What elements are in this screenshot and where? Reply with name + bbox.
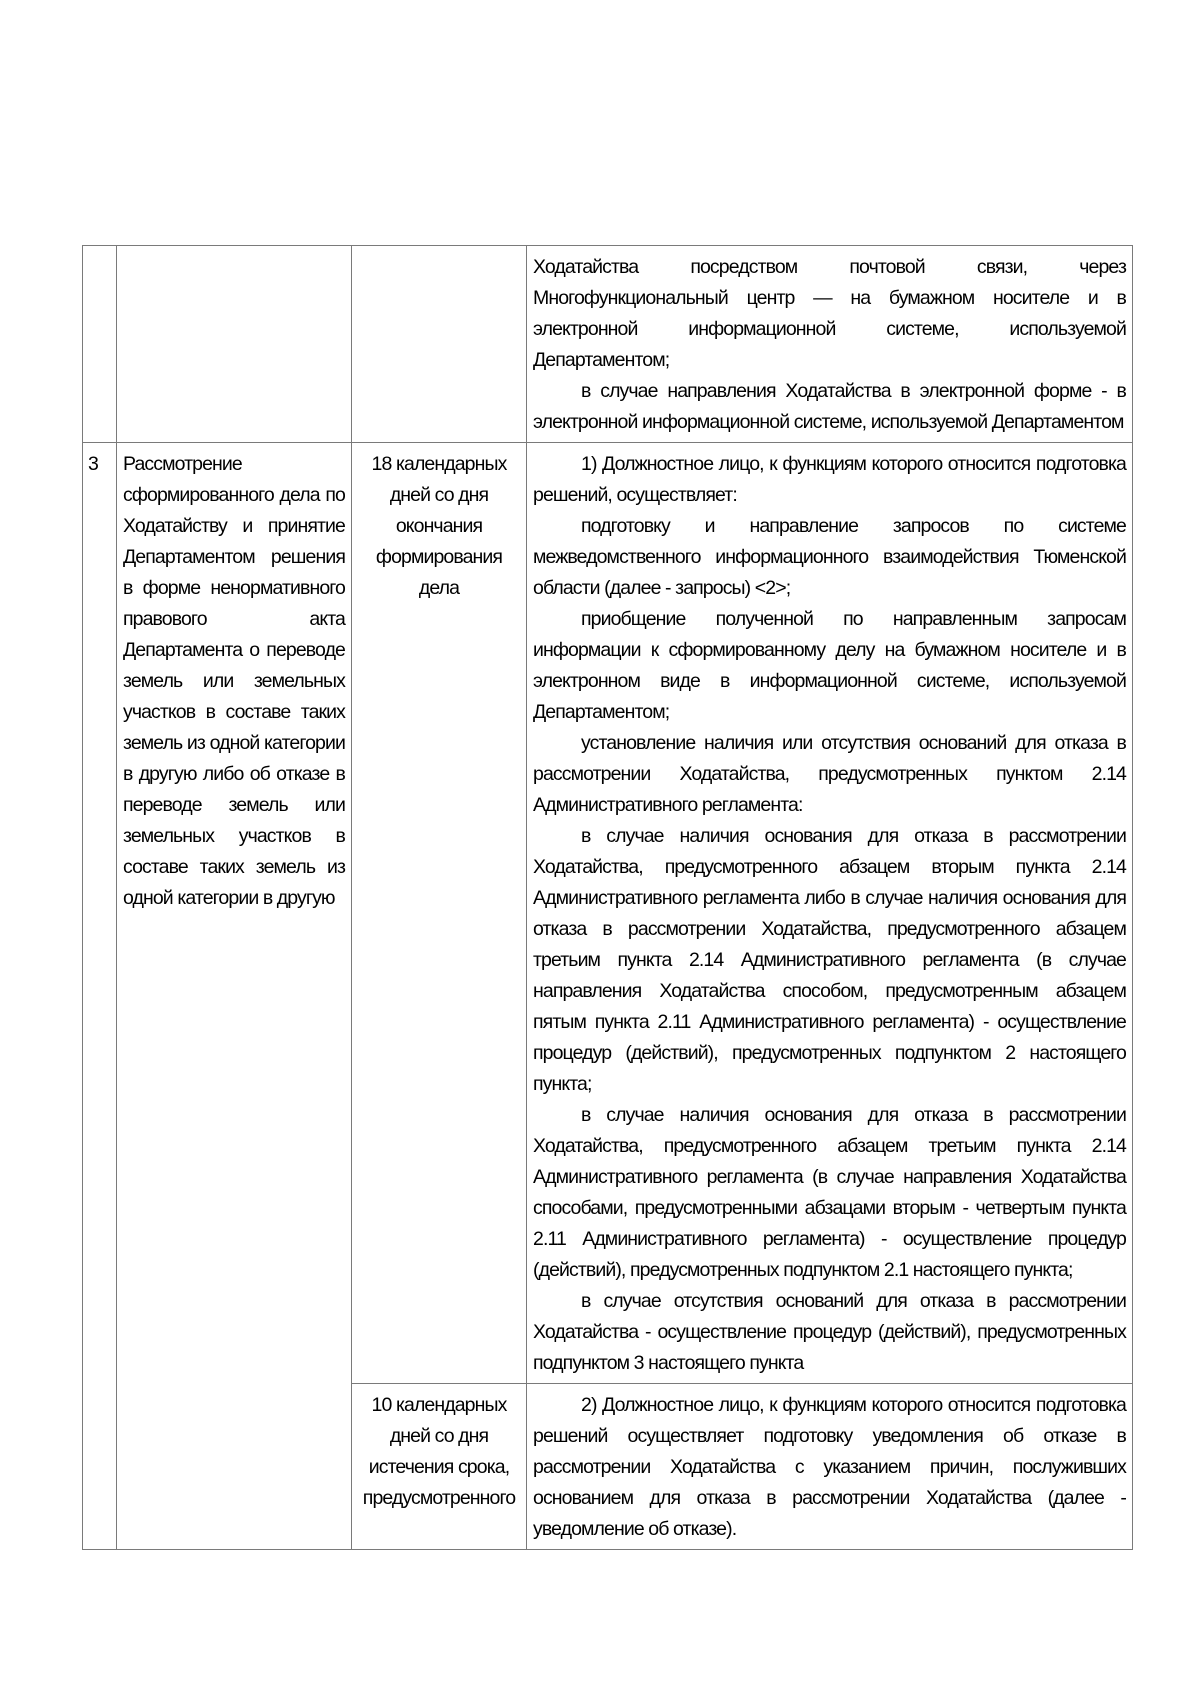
table-row-continuation xyxy=(83,246,1133,443)
cell-term-empty xyxy=(352,246,527,443)
paragraph: Ходатайства посредством почтовой связи, через Многофункциональный центр — на бумажном носителе и в электронной информационной системе, используемой Департаментом; xyxy=(533,256,1126,371)
paragraph: в случае наличия основания для отказа в рассмотрении Ходатайства, предусмотренного абзацем вторым пункта 2.14 Административного регламента либо в случае наличия основания для отказа в рассмотрении Ходатайства, предусмотренного абзацем третьим пункта 2.14 Административного регламента (в случае направления Ходатайства способом, предусмотренным абзацем пятым пункта 2.11 Административного регламента) - осуществление процедур (действий), предусмотренных подпунктом 2 настоящего пункта; xyxy=(533,825,1126,1095)
cell-row-number: 3 xyxy=(83,443,117,1550)
paragraph: в случае направления Ходатайства в электронной форме - в электронной информационной системе, используемой Департаментом xyxy=(533,380,1126,433)
paragraph: 2) Должностное лицо, к функциям которого относится подготовка решений осуществляет подготовку уведомления об отказе в рассмотрении Ходатайства с указанием причин, послуживших основанием для отказа в рассмотрении Ходатайства (далее - уведомление об отказе). xyxy=(533,1394,1126,1540)
cell-name-empty xyxy=(117,246,352,443)
cell-term-2: 10 календарных дней со дня истечения срока, предусмотренного xyxy=(352,1384,527,1550)
cell-procedure-text-2 xyxy=(527,1384,1133,1550)
paragraph: установление наличия или отсутствия оснований для отказа в рассмотрении Ходатайства, предусмотренных пунктом 2.14 Административного регламента: xyxy=(533,732,1126,816)
paragraph: приобщение полученной по направленным запросам информации к сформированному делу на бумажном носителе и в электронном виде в информационной системе, используемой Департаментом; xyxy=(533,608,1126,723)
cell-term-1: 18 календарных дней со дня окончания формирования дела xyxy=(352,443,527,1384)
cell-number-empty xyxy=(83,246,117,443)
cell-procedure-text xyxy=(527,246,1133,443)
table-row-3 xyxy=(83,443,1133,1384)
paragraph: 1) Должностное лицо, к функциям которого относится подготовка решений, осуществляет: xyxy=(533,453,1126,506)
cell-procedure-name: Рассмотрение сформированного дела по Ходатайству и принятие Департаментом решения в форме ненормативного правового акта Департамента о переводе земель или земельных участков в составе таких земель из одной категории в другую либо об отказе в переводе земель или земельных участков в составе таких земель из одной категории в другую xyxy=(117,443,352,1550)
cell-procedure-text-1 xyxy=(527,443,1133,1384)
paragraph: в случае наличия основания для отказа в рассмотрении Ходатайства, предусмотренного абзацем третьим пункта 2.14 Административного регламента (в случае направления Ходатайства способами, предусмотренными абзацами вторым - четвертым пункта 2.11 Административного регламента) - осуществление процедур (действий), предусмотренных подпунктом 2.1 настоящего пункта; xyxy=(533,1104,1126,1281)
paragraph: подготовку и направление запросов по системе межведомственного информационного взаимодействия Тюменской области (далее - запросы) <2>; xyxy=(533,515,1126,599)
procedure-table xyxy=(82,245,1133,1550)
paragraph: в случае отсутствия оснований для отказа в рассмотрении Ходатайства - осуществление процедур (действий), предусмотренных подпунктом 3 настоящего пункта xyxy=(533,1290,1126,1374)
